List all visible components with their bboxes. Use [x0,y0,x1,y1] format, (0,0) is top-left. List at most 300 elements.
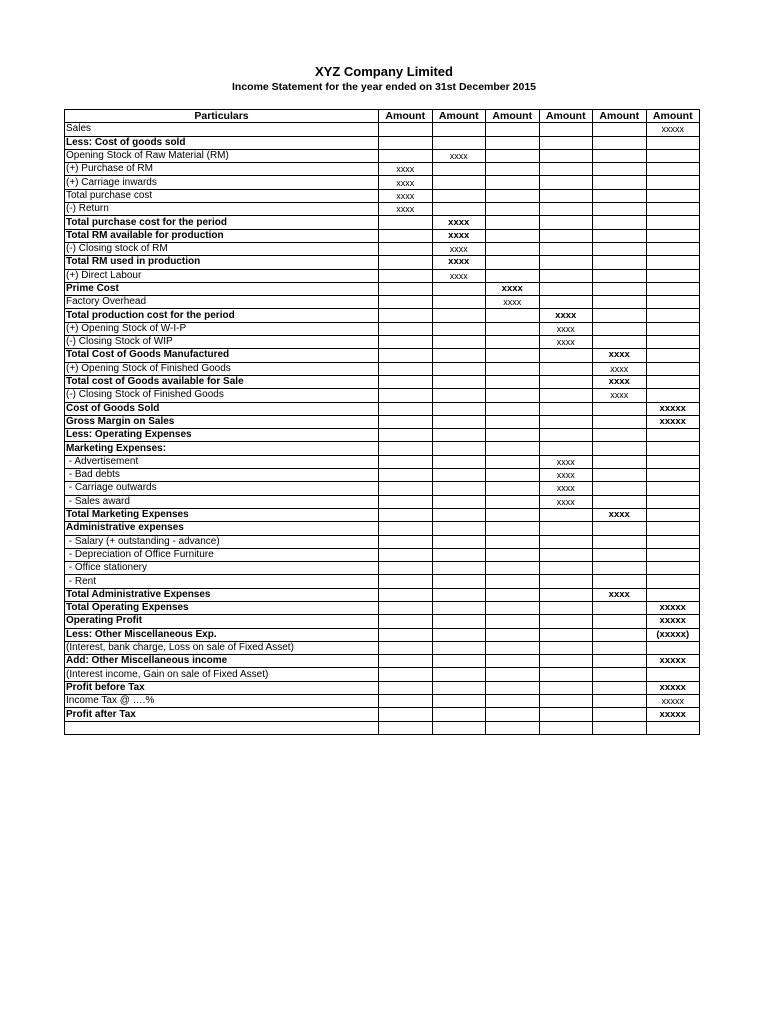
row-label: Total cost of Goods available for Sale [65,375,379,388]
amount-cell [539,229,593,242]
row-label: Profit after Tax [65,708,379,721]
amount-cell [646,721,700,734]
amount-cell [432,455,486,468]
row-label: Total RM used in production [65,256,379,269]
row-label: (-) Closing Stock of WIP [65,336,379,349]
amount-cell [486,216,540,229]
table-row [65,641,700,654]
amount-cell: xxxxx [646,695,700,708]
amount-cell [379,375,433,388]
amount-cell [432,189,486,202]
amount-cell: xxxx [486,282,540,295]
amount-cell [432,495,486,508]
amount-cell [486,655,540,668]
amount-cell [646,495,700,508]
amount-cell [486,522,540,535]
table-row [65,575,700,588]
amount-cell [593,575,647,588]
amount-cell [593,216,647,229]
amount-cell [486,562,540,575]
amount-cell [593,282,647,295]
row-label: Total RM available for production [65,229,379,242]
amount-cell [593,668,647,681]
amount-cell [379,455,433,468]
amount-cell [593,402,647,415]
amount-cell [539,176,593,189]
amount-cell [379,269,433,282]
row-label: - Sales award [65,495,379,508]
row-label: (Interest, bank charge, Loss on sale of Fixed Asset) [65,641,379,654]
amount-cell [646,309,700,322]
amount-cell [593,601,647,614]
amount-cell [539,601,593,614]
row-label: Marketing Expenses: [65,442,379,455]
row-label: (-) Return [65,203,379,216]
table-row [65,455,700,468]
table-row [65,628,700,641]
amount-cell [432,322,486,335]
amount-cell [646,163,700,176]
row-label: Less: Other Miscellaneous Exp. [65,628,379,641]
amount-cell [593,203,647,216]
amount-cell [646,189,700,202]
amount-cell [593,429,647,442]
amount-cell [646,455,700,468]
amount-cell [486,601,540,614]
amount-cell: xxxx [593,362,647,375]
amount-cell [379,349,433,362]
amount-cell: xxxx [379,203,433,216]
amount-cell [593,695,647,708]
amount-cell [379,123,433,136]
row-label: Total Administrative Expenses [65,588,379,601]
row-label: - Office stationery [65,562,379,575]
amount-cell [432,415,486,428]
amount-cell [432,681,486,694]
amount-cell [432,309,486,322]
table-row [65,269,700,282]
amount-cell [379,628,433,641]
amount-cell [379,548,433,561]
amount-cell [646,429,700,442]
amount-cell [646,522,700,535]
amount-cell [486,309,540,322]
table-row [65,282,700,295]
amount-cell [486,442,540,455]
amount-cell: xxxx [539,469,593,482]
amount-cell [539,442,593,455]
amount-cell [593,296,647,309]
amount-cell [379,575,433,588]
row-label: (+) Purchase of RM [65,163,379,176]
table-row [65,522,700,535]
amount-cell [646,375,700,388]
amount-cell [432,615,486,628]
amount-cell [432,336,486,349]
amount-cell [646,482,700,495]
amount-cell [379,282,433,295]
table-row [65,429,700,442]
amount-cell [486,203,540,216]
amount-cell [539,375,593,388]
amount-cell [379,469,433,482]
row-label: Total Cost of Goods Manufactured [65,349,379,362]
amount-cell [486,495,540,508]
amount-cell [646,668,700,681]
amount-cell [593,535,647,548]
amount-cell [539,641,593,654]
amount-cell [486,668,540,681]
amount-cell: xxxx [539,322,593,335]
amount-cell [646,322,700,335]
table-row [65,469,700,482]
amount-cell [646,282,700,295]
table-row [65,189,700,202]
amount-cell [432,575,486,588]
amount-cell [432,601,486,614]
table-row [65,615,700,628]
amount-cell [486,508,540,521]
amount-cell: xxxxx [646,708,700,721]
amount-cell: xxxxx [646,123,700,136]
amount-cell [593,149,647,162]
column-header-amount: Amount [486,110,540,123]
amount-cell [432,349,486,362]
amount-cell [593,562,647,575]
row-label: - Advertisement [65,455,379,468]
amount-cell [486,349,540,362]
amount-cell [379,615,433,628]
amount-cell [432,695,486,708]
amount-cell [486,136,540,149]
amount-cell [379,668,433,681]
row-label: Less: Operating Expenses [65,429,379,442]
row-label: (Interest income, Gain on sale of Fixed Asset) [65,668,379,681]
amount-cell: xxxx [432,229,486,242]
amount-cell [486,149,540,162]
amount-cell [539,615,593,628]
amount-cell [593,681,647,694]
amount-cell [379,562,433,575]
amount-cell [539,136,593,149]
amount-cell [379,508,433,521]
amount-cell: xxxx [432,216,486,229]
amount-cell: xxxxx [646,681,700,694]
table-row [65,322,700,335]
amount-cell [379,601,433,614]
amount-cell [593,455,647,468]
table-row [65,535,700,548]
amount-cell [379,136,433,149]
amount-cell [486,721,540,734]
amount-cell [379,415,433,428]
amount-cell [432,375,486,388]
table-row [65,415,700,428]
amount-cell [539,562,593,575]
amount-cell: xxxxx [646,415,700,428]
amount-cell: xxxx [593,588,647,601]
column-header-amount: Amount [593,110,647,123]
company-title: XYZ Company Limited [315,64,453,79]
income-statement-table [64,109,700,735]
table-row [65,362,700,375]
row-label: Profit before Tax [65,681,379,694]
amount-cell [539,402,593,415]
statement-subtitle: Income Statement for the year ended on 31st December 2015 [231,81,537,93]
amount-cell [486,588,540,601]
table-header-row [65,110,700,123]
table-row [65,495,700,508]
row-label: Total production cost for the period [65,309,379,322]
amount-cell [379,535,433,548]
row-label: - Depreciation of Office Furniture [65,548,379,561]
amount-cell: xxxx [539,336,593,349]
amount-cell [379,442,433,455]
amount-cell [646,256,700,269]
amount-cell: xxxx [432,269,486,282]
amount-cell [432,562,486,575]
amount-cell [539,163,593,176]
amount-cell [486,389,540,402]
amount-cell [593,163,647,176]
amount-cell [432,469,486,482]
amount-cell [539,668,593,681]
amount-cell [379,681,433,694]
row-label: Factory Overhead [65,296,379,309]
row-label: - Rent [65,575,379,588]
table-row [65,256,700,269]
amount-cell [593,322,647,335]
amount-cell [379,482,433,495]
row-label: Income Tax @ ….% [65,695,379,708]
table-row [65,123,700,136]
amount-cell [539,548,593,561]
table-row [65,442,700,455]
row-label: (-) Closing stock of RM [65,242,379,255]
amount-cell [379,695,433,708]
amount-cell [646,203,700,216]
table-row [65,601,700,614]
amount-cell [539,149,593,162]
amount-cell [539,296,593,309]
amount-cell [486,176,540,189]
amount-cell: xxxx [432,149,486,162]
amount-cell [593,229,647,242]
amount-cell [646,216,700,229]
amount-cell [593,176,647,189]
amount-cell [486,628,540,641]
table-row [65,136,700,149]
row-label: (+) Opening Stock of Finished Goods [65,362,379,375]
amount-cell [432,535,486,548]
amount-cell [486,402,540,415]
amount-cell [593,189,647,202]
row-label: Total Operating Expenses [65,601,379,614]
amount-cell: xxxx [593,349,647,362]
amount-cell [539,429,593,442]
amount-cell [593,242,647,255]
row-label: (+) Direct Labour [65,269,379,282]
amount-cell [646,296,700,309]
table-row [65,216,700,229]
amount-cell [432,641,486,654]
amount-cell [539,708,593,721]
amount-cell: xxxx [593,375,647,388]
table-row [65,375,700,388]
amount-cell [593,415,647,428]
amount-cell [593,641,647,654]
amount-cell: xxxx [593,389,647,402]
amount-cell [486,123,540,136]
table-row [65,681,700,694]
table-row [65,203,700,216]
amount-cell [539,123,593,136]
row-label: (+) Opening Stock of W-I-P [65,322,379,335]
table-row [65,176,700,189]
amount-cell [486,575,540,588]
amount-cell [486,615,540,628]
amount-cell [539,415,593,428]
amount-cell [539,242,593,255]
amount-cell [646,336,700,349]
amount-cell [646,588,700,601]
amount-cell [379,322,433,335]
amount-cell [432,588,486,601]
amount-cell [432,508,486,521]
amount-cell [379,389,433,402]
table-row [65,309,700,322]
amount-cell [486,256,540,269]
amount-cell [646,641,700,654]
amount-cell [646,349,700,362]
amount-cell [432,123,486,136]
amount-cell [486,641,540,654]
amount-cell: xxxx [539,495,593,508]
amount-cell [486,189,540,202]
amount-cell [646,508,700,521]
amount-cell [432,163,486,176]
amount-cell [486,322,540,335]
amount-cell [432,389,486,402]
amount-cell [432,482,486,495]
table-row [65,349,700,362]
amount-cell [646,389,700,402]
row-label: Total purchase cost [65,189,379,202]
row-label: (+) Carriage inwards [65,176,379,189]
table-row [65,548,700,561]
amount-cell [432,708,486,721]
row-label: - Bad debts [65,469,379,482]
amount-cell [593,495,647,508]
amount-cell [539,628,593,641]
amount-cell [646,442,700,455]
amount-cell [646,149,700,162]
table-body [65,123,700,735]
amount-cell [486,469,540,482]
amount-cell [539,575,593,588]
amount-cell [646,562,700,575]
amount-cell [379,256,433,269]
amount-cell [379,429,433,442]
amount-cell [486,681,540,694]
amount-cell [593,721,647,734]
amount-cell [539,695,593,708]
amount-cell [539,655,593,668]
row-label: Prime Cost [65,282,379,295]
amount-cell [539,282,593,295]
row-label: Add: Other Miscellaneous income [65,655,379,668]
table-row [65,695,700,708]
amount-cell [593,628,647,641]
table-row [65,482,700,495]
table-row [65,562,700,575]
table-row [65,242,700,255]
table-row [65,336,700,349]
amount-cell [379,309,433,322]
row-label: Gross Margin on Sales [65,415,379,428]
row-label: (-) Closing Stock of Finished Goods [65,389,379,402]
table-row [65,655,700,668]
amount-cell [646,269,700,282]
amount-cell [539,362,593,375]
amount-cell [593,548,647,561]
amount-cell: xxxx [593,508,647,521]
amount-cell: xxxxx [646,402,700,415]
amount-cell [379,721,433,734]
amount-cell [486,269,540,282]
row-label: Total Marketing Expenses [65,508,379,521]
amount-cell [486,695,540,708]
table-row [65,708,700,721]
amount-cell [432,429,486,442]
amount-cell [432,655,486,668]
amount-cell [432,296,486,309]
amount-cell [379,149,433,162]
table-row [65,229,700,242]
amount-cell [432,282,486,295]
amount-cell [539,203,593,216]
amount-cell [379,522,433,535]
row-label: - Salary (+ outstanding - advance) [65,535,379,548]
amount-cell [593,336,647,349]
amount-cell: xxxxx [646,601,700,614]
amount-cell [539,508,593,521]
column-header-amount: Amount [379,110,433,123]
amount-cell [539,256,593,269]
amount-cell: xxxx [539,482,593,495]
amount-cell [486,375,540,388]
amount-cell [432,442,486,455]
amount-cell [646,229,700,242]
row-label: Less: Cost of goods sold [65,136,379,149]
amount-cell [593,615,647,628]
amount-cell [486,415,540,428]
amount-cell [432,176,486,189]
amount-cell: xxxx [539,455,593,468]
row-label: Cost of Goods Sold [65,402,379,415]
amount-cell [432,362,486,375]
amount-cell [486,163,540,176]
amount-cell [379,296,433,309]
amount-cell [539,389,593,402]
column-header-particulars: Particulars [65,110,379,123]
amount-cell [432,721,486,734]
amount-cell [593,123,647,136]
amount-cell [379,229,433,242]
amount-cell [646,469,700,482]
table-row [65,508,700,521]
amount-cell: xxxxx [646,615,700,628]
